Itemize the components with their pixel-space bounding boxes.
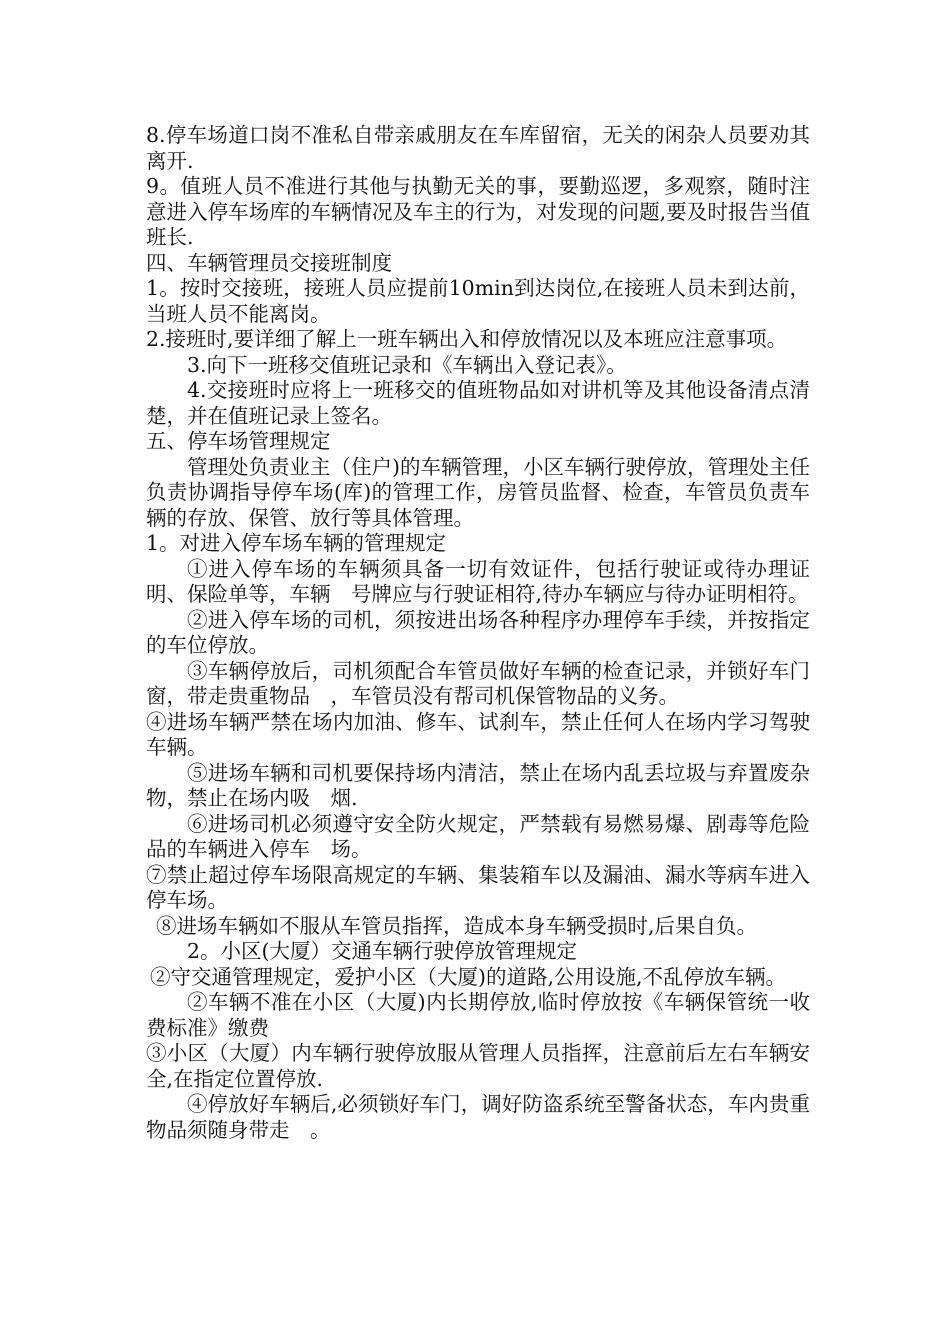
traffic-rule-4: ④停放好车辆后,必须锁好车门，调好防盗系统至警备状态，车内贵重物品须随身带走 。 [146, 1092, 810, 1142]
section-4-heading: 四、车辆管理员交接班制度 [146, 250, 392, 275]
handover-rule-1: 1。按时交接班，接班人员应提前10min到达岗位,在接班人员未到达前，当班人员不能离岗。 [146, 276, 810, 326]
entry-rule-7: ⑦禁止超过停车场限高规定的车辆、集装箱车以及漏油、漏水等病车进入停车场。 [146, 862, 810, 912]
handover-rule-3: 3.向下一班移交值班记录和《车辆出入登记表》。 [187, 352, 627, 377]
subsection-2-heading: 2。小区(大厦）交通车辆行驶停放管理规定 [187, 939, 578, 963]
traffic-rule-3: ③小区（大厦）内车辆行驶停放服从管理人员指挥，注意前后左右车辆安全,在指定位置停放. [146, 1041, 810, 1091]
entry-rule-3: ③车辆停放后，司机须配合车管员做好车辆的检查记录，并锁好车门窗，带走贵重物品 ，车管员没有帮司机保管物品的义务。 [146, 658, 810, 708]
traffic-rule-1: ②守交通管理规定，爱护小区（大厦)的道路,公用设施,不乱停放车辆。 [150, 964, 787, 989]
rule-8-paragraph: 8.停车场道口岗不准私自带亲戚朋友在车库留宿，无关的闲杂人员要劝其离开. [146, 123, 810, 173]
entry-rule-6: ⑥进场司机必须遵守安全防火规定，严禁载有易燃易爆、剧毒等危险品的车辆进入停车 场。 [146, 811, 810, 861]
entry-rule-1: ①进入停车场的车辆须具备一切有效证件，包括行驶证或待办理证明、保险单等，车辆 号牌应与行驶证相符,待办车辆应与待办证明相符。 [146, 556, 810, 606]
entry-rule-2: ②进入停车场的司机，须按进出场各种程序办理停车手续，并按指定的车位停放。 [146, 607, 810, 657]
entry-rule-8: ⑧进场车辆如不服从车管员指挥，造成本身车辆受损时,后果自负。 [156, 913, 758, 938]
traffic-rule-2: ②车辆不准在小区（大厦)内长期停放,临时停放按《车辆保管统一收费标准》缴费 [146, 990, 810, 1040]
rule-9-paragraph: 9。值班人员不准进行其他与执勤无关的事，要勤巡逻，多观察，随时注意进入停车场库的车辆情况及车主的行为，对发现的问题,要及时报告当值班长. [146, 174, 810, 249]
entry-rule-5: ⑤进场车辆和司机要保持场内清洁，禁止在场内乱丢垃圾与弃置废杂物，禁止在场内吸 烟. [146, 760, 810, 810]
parking-intro-paragraph: 管理处负责业主（住户)的车辆管理，小区车辆行驶停放，管理处主任负责协调指导停车场(库)的管理工作，房管员监督、检查，车管员负责车辆的存放、保管、放行等具体管理。 [146, 454, 810, 530]
subsection-1-heading: 1。对进入停车场车辆的管理规定 [146, 531, 447, 555]
document-page [146, 123, 810, 1143]
section-5-heading: 五、停车场管理规定 [146, 429, 331, 453]
entry-rule-4: ④进场车辆严禁在场内加油、修车、试刹车，禁止任何人在场内学习驾驶车辆。 [146, 709, 810, 759]
handover-rule-2: 2.接班时,要详细了解上一班车辆出入和停放情况以及本班应注意事项。 [146, 327, 788, 351]
handover-rule-4: 4.交接班时应将上一班移交的值班物品如对讲机等及其他设备清点清楚，并在值班记录上签名。 [146, 378, 810, 428]
